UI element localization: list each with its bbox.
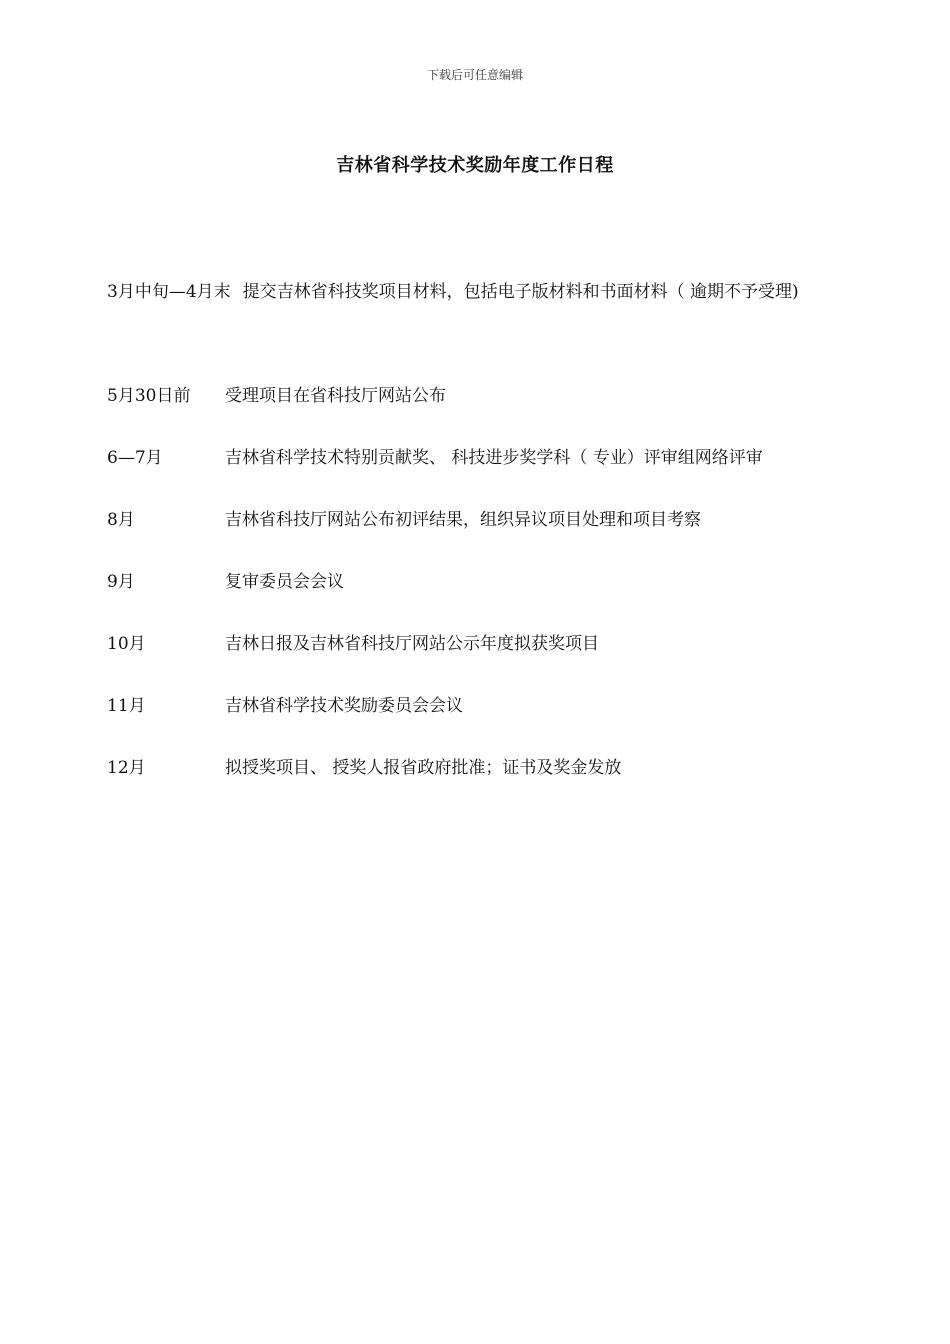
schedule-list [107, 278, 852, 778]
schedule-entry [107, 692, 852, 720]
schedule-description: 提交吉林省科技奖项目材料，包括电子版材料和书面材料（ 逾期不予受理) [242, 282, 799, 302]
schedule-date: 5月30日前 [107, 386, 191, 406]
schedule-description: 吉林日报及吉林省科技厅网站公示年度拟获奖项目 [225, 634, 599, 654]
schedule-entry [107, 506, 852, 534]
header-note: 下载后可任意编辑 [426, 68, 523, 82]
schedule-description: 复审委员会会议 [225, 572, 344, 592]
schedule-entry [107, 272, 852, 312]
schedule-description: 吉林省科学技术特别贡献奖、 科技进步奖学科（ 专业）评审组网络评审 [225, 448, 763, 468]
schedule-description: 吉林省科学技术奖励委员会会议 [225, 696, 463, 716]
schedule-date: 10月 [107, 634, 146, 654]
schedule-entry [107, 444, 852, 472]
schedule-description: 吉林省科技厅网站公布初评结果，组织异议项目处理和项目考察 [225, 510, 701, 530]
schedule-date: 9月 [107, 572, 135, 592]
schedule-date: 8月 [107, 510, 135, 530]
document-title: 吉林省科学技术奖励年度工作日程 [336, 155, 614, 176]
schedule-entry [107, 382, 852, 410]
schedule-entry [107, 754, 852, 782]
schedule-date: 3月中旬—4月末 [107, 282, 231, 302]
schedule-date: 6—7月 [107, 448, 163, 468]
schedule-entry [107, 568, 852, 596]
schedule-description: 受理项目在省科技厅网站公布 [225, 386, 446, 406]
schedule-description: 拟授奖项目、 授奖人报省政府批准；证书及奖金发放 [225, 758, 622, 778]
schedule-date: 12月 [107, 758, 146, 778]
schedule-date: 11月 [107, 696, 146, 716]
schedule-entry [107, 630, 852, 658]
